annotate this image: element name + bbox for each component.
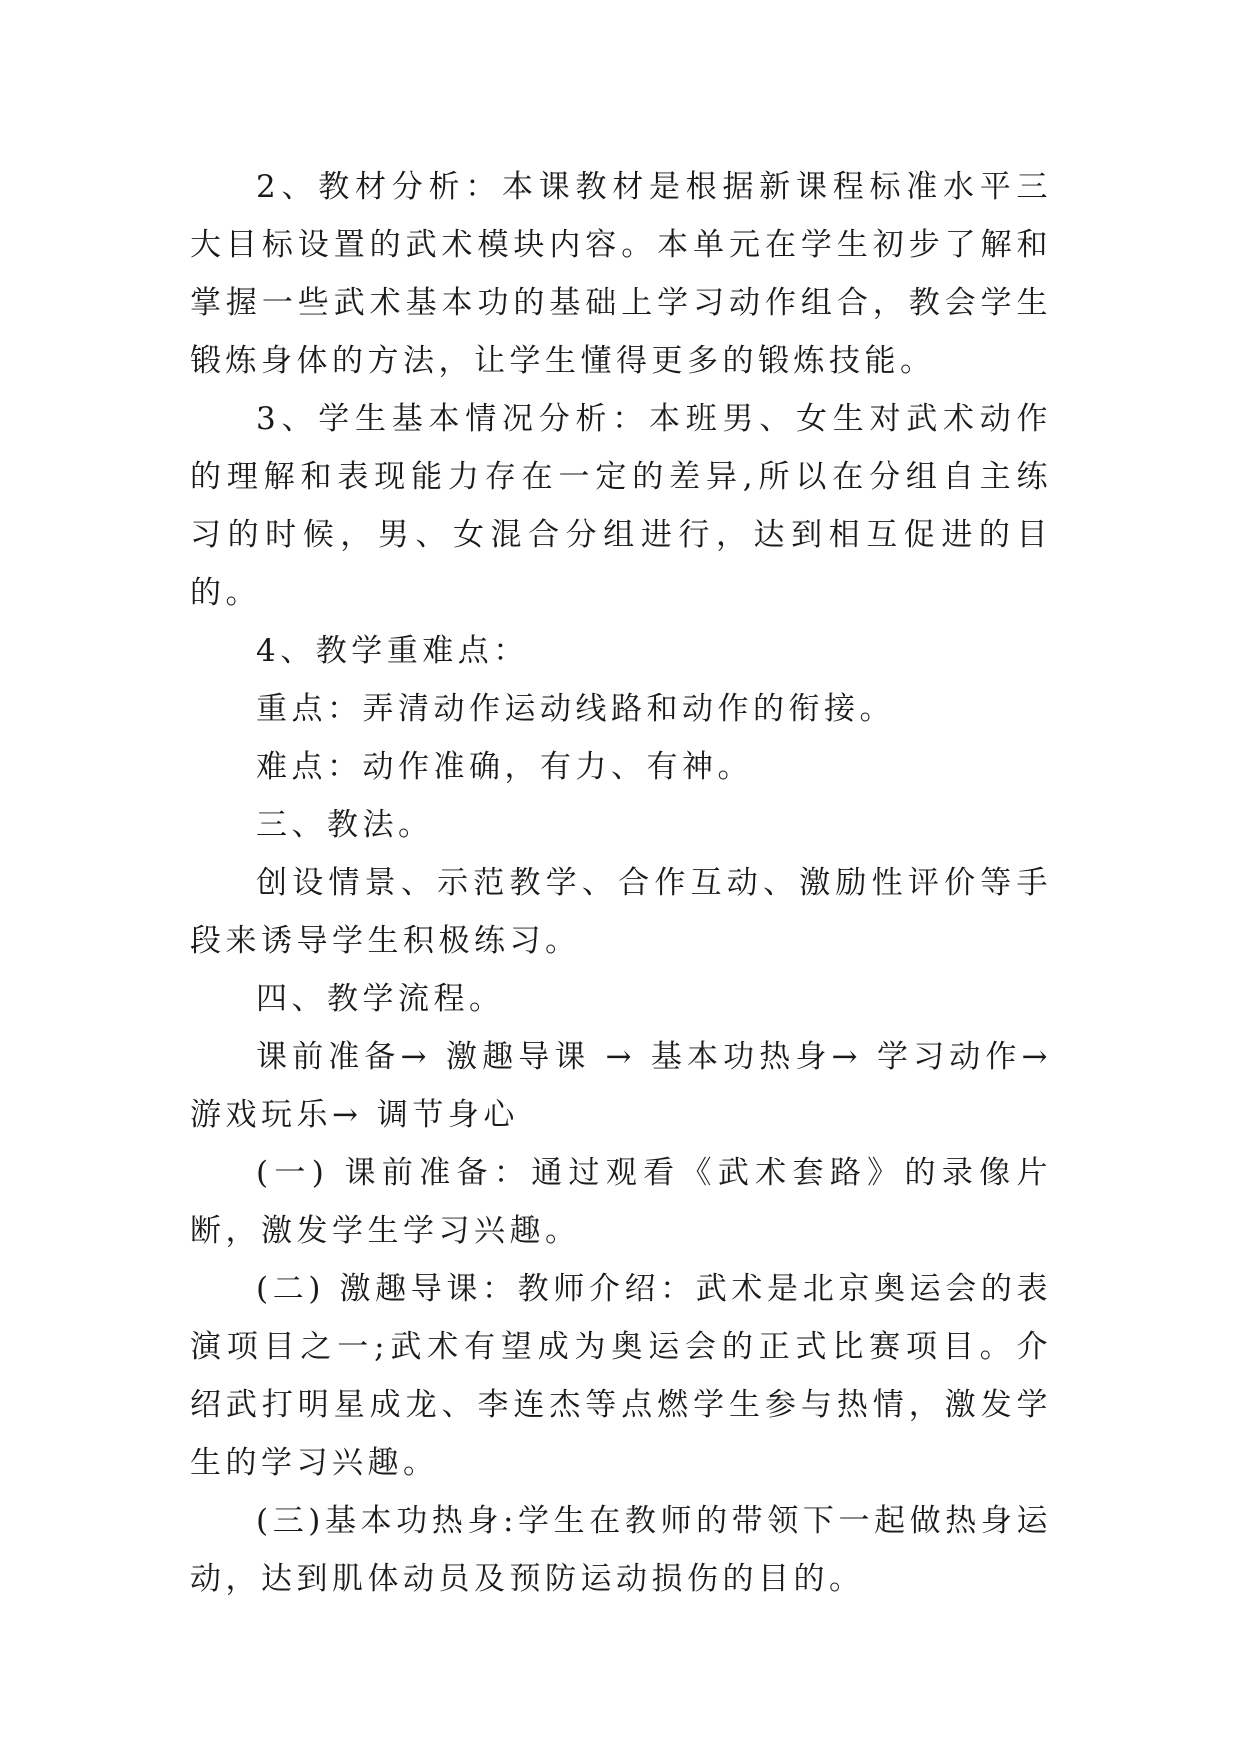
paragraph-student-analysis: 3、学生基本情况分析：本班男、女生对武术动作的理解和表现能力存在一定的差异,所以在分组自主练习的时候，男、女混合分组进行，达到相互促进的目的。: [190, 401, 1052, 611]
paragraph-key-point: 重点：弄清动作运动线路和动作的衔接。: [256, 691, 895, 727]
paragraph-key-difficulties-heading: 4、教学重难点：: [256, 633, 529, 669]
paragraph-process-flow: 课前准备→ 激趣导课 → 基本功热身→ 学习动作→ 游戏玩乐→ 调节身心: [190, 1039, 1067, 1133]
section-heading-teaching-process: 四、教学流程。: [256, 981, 505, 1017]
paragraph-step-warmup: (三)基本功热身:学生在教师的带领下一起做热身运动，达到肌体动员及预防运动损伤的目的。: [190, 1503, 1052, 1597]
document-body: [190, 158, 1067, 1608]
paragraph-step-preparation: (一) 课前准备：通过观看《武术套路》的录像片断，激发学生学习兴趣。: [190, 1155, 1052, 1249]
paragraph-textbook-analysis: 2、教材分析：本课教材是根据新课程标准水平三大目标设置的武术模块内容。本单元在学生初步了解和掌握一些武术基本功的基础上学习动作组合，教会学生锻炼身体的方法，让学生懂得更多的锻炼技能。: [190, 169, 1052, 379]
section-heading-teaching-method: 三、教法。: [256, 807, 434, 843]
paragraph-step-introduction: (二) 激趣导课：教师介绍：武术是北京奥运会的表演项目之一;武术有望成为奥运会的正式比赛项目。介绍武打明星成龙、李连杰等点燃学生参与热情，激发学生的学习兴趣。: [190, 1271, 1052, 1481]
paragraph-teaching-method: 创设情景、示范教学、合作互动、激励性评价等手段来诱导学生积极练习。: [190, 865, 1052, 959]
paragraph-difficult-point: 难点：动作准确，有力、有神。: [256, 749, 753, 785]
